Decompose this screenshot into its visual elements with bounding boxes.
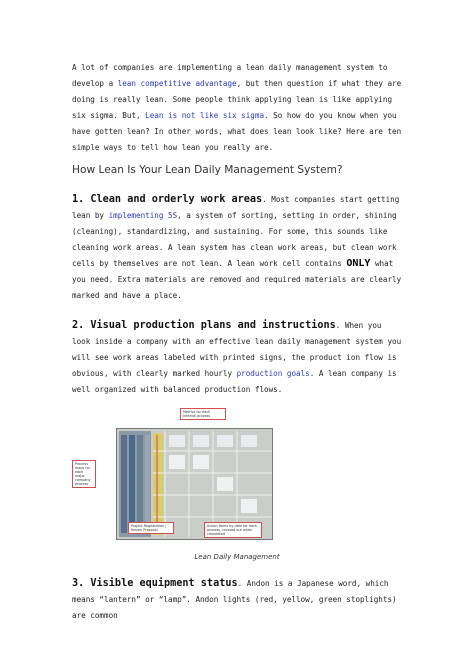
section-1-text-2: , a system of sorting, setting in order, shining (cleaning), standardizing, and sustaining. For some, this sounds like cleaning work areas. A lean system has clean work areas, but clean work cells by themselves are not lean. A lean work cell contains (72, 211, 397, 268)
figure-caption: Lean Daily Management (194, 553, 280, 561)
section-heading: How Lean Is Your Lean Daily Management System? (72, 164, 343, 176)
section-1-text-1: . Most companies start getting lean by (72, 195, 400, 220)
section-1-title: 1. Clean and orderly work areas (72, 194, 263, 205)
callout-action-items: Action items by date for each process, crossed out when completed (204, 522, 262, 538)
section-3-paragraph (72, 576, 404, 624)
section-3-title: 3. Visible equipment status (72, 578, 238, 589)
section-1-paragraph (72, 192, 404, 304)
section-2-title: 2. Visual production plans and instructions (72, 320, 336, 331)
intro-text-1: A lot of companies are implementing a lean daily management system to develop a (72, 63, 388, 88)
section-2-text-2: . A lean company is well organized with balanced production flows. (72, 369, 397, 394)
section-2-paragraph (72, 318, 404, 398)
production-goals-link[interactable]: production goals (236, 369, 310, 378)
section-1-text-3: what you need. Extra materials are removed and required materials are clearly marked and have a place. (72, 259, 402, 300)
section-3-text-1: . Andon is a Japanese word, which means “lantern” or “lamp”. Andon lights (red, yellow, green stoplights) are common (72, 579, 397, 620)
callout-metrics: Metrics for each Internal process (180, 408, 226, 420)
only-emphasis: ONLY (346, 258, 371, 269)
intro-paragraph (72, 60, 404, 156)
lean-daily-management-figure (72, 404, 272, 540)
callout-process-maps: Process maps for each major company process (72, 460, 96, 488)
lean-competitive-advantage-link[interactable]: lean competitive advantage (117, 79, 237, 88)
implementing-5s-link[interactable]: implementing 5S (108, 211, 178, 220)
intro-text-2: , but then question if what they are doing is really lean. Some people think applying lean is like applying six sigma. But, (72, 79, 402, 120)
section-2-text-1: . When you look inside a company with an effective lean daily management system you will see work areas labeled with printed signs, the product ion flow is obvious, with clearly marked hourly (72, 321, 402, 378)
callout-project-registration: Project Registration / Kaizen Proposal (128, 522, 174, 534)
intro-text-3: . So how do you know when you have gotten lean? In other words, what does lean look like? Here are ten simple ways to tell how lean you really are. (72, 111, 402, 152)
lean-vs-six-sigma-link[interactable]: Lean is not like six sigma (145, 111, 265, 120)
